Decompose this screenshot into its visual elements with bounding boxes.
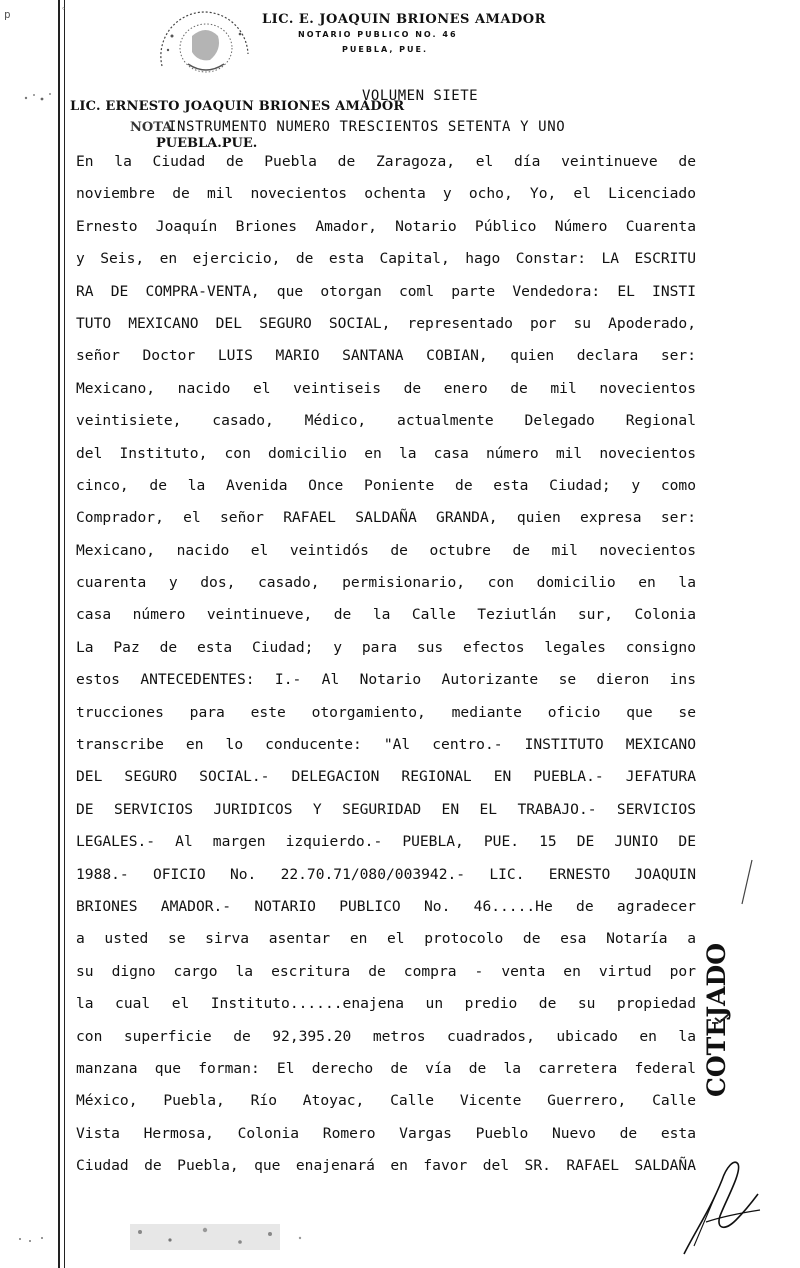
- body-line: cinco, de la Avenida Once Poniente de esta Ciudad; y como: [76, 476, 696, 494]
- corner-mark-right: ﾟ: [62, 6, 68, 19]
- corner-mark-left: p: [4, 8, 11, 21]
- scan-dots-icon: [14, 1232, 54, 1246]
- body-line: Comprador, el señor RAFAEL SALDAÑA GRANDA, quien expresa ser:: [76, 509, 696, 527]
- body-line: a usted se sirva asentar en el protocolo de esa Notaría a: [76, 930, 696, 948]
- body-line: 1988.- OFICIO No. 22.70.71/080/003942.- LIC. ERNESTO JOAQUIN: [76, 865, 696, 883]
- body-line: señor Doctor LUIS MARIO SANTANA COBIAN, quien declara ser:: [76, 347, 696, 365]
- margin-rule-inner: [64, 0, 65, 1268]
- body-line: RA DE COMPRA-VENTA, que otorgan coml parte Vendedora: EL INSTI: [76, 282, 696, 300]
- letterhead-notary-name: LIC. E. JOAQUIN BRIONES AMADOR: [262, 12, 546, 27]
- volume-heading: VOLUMEN SIETE: [362, 88, 479, 104]
- signature-icon: [676, 1150, 766, 1260]
- body-line: y Seis, en ejercicio, de esta Capital, hago Constar: LA ESCRITU: [76, 250, 696, 268]
- body-line: Vista Hermosa, Colonia Romero Vargas Pueblo Nuevo de esta: [76, 1124, 696, 1142]
- instrument-number-heading: INSTRUMENTO NUMERO TRESCIENTOS SETENTA Y UNO: [168, 119, 566, 135]
- body-line: transcribe en lo conducente: "Al centro.- INSTITUTO MEXICANO: [76, 736, 696, 754]
- letterhead-city: PUEBLA, PUE.: [342, 45, 429, 54]
- scan-smudge-bottom-icon: [110, 1218, 320, 1258]
- body-line: noviembre de mil novecientos ochenta y ocho, Yo, el Licenciado: [76, 185, 696, 203]
- body-line: DEL SEGURO SOCIAL.- DELEGACION REGIONAL EN PUEBLA.- JEFATURA: [76, 768, 696, 786]
- margin-rule-outer: [58, 0, 60, 1268]
- body-line: La Paz de esta Ciudad; y para sus efectos legales consigno: [76, 638, 696, 656]
- body-line: cuarenta y dos, casado, permisionario, con domicilio en la: [76, 574, 696, 592]
- body-line: TUTO MEXICANO DEL SEGURO SOCIAL, representado por su Apoderado,: [76, 314, 696, 332]
- body-line: con superficie de 92,395.20 metros cuadrados, ubicado en la: [76, 1027, 696, 1045]
- body-line: su digno cargo la escritura de compra - venta en virtud por: [76, 962, 696, 980]
- notary-stamp-name: LIC. ERNESTO JOAQUIN BRIONES AMADOR: [70, 99, 405, 114]
- letterhead-notary-number: NOTARIO PUBLICO NO. 46: [298, 30, 458, 39]
- body-line: Ciudad de Puebla, que enajenará en favor del SR. RAFAEL SALDAÑA: [76, 1157, 696, 1175]
- body-line: DE SERVICIOS JURIDICOS Y SEGURIDAD EN EL TRABAJO.- SERVICIOS: [76, 800, 696, 818]
- body-line: trucciones para este otorgamiento, mediante oficio que se: [76, 703, 696, 721]
- body-line: LEGALES.- Al margen izquierdo.- PUEBLA, PUE. 15 DE JUNIO DE: [76, 833, 696, 851]
- notary-stamp-city: PUEBLA.PUE.: [156, 136, 258, 151]
- body-line: Ernesto Joaquín Briones Amador, Notario Público Número Cuarenta: [76, 217, 696, 235]
- body-line: México, Puebla, Río Atoyac, Calle Vicente Guerrero, Calle: [76, 1092, 696, 1110]
- body-line: manzana que forman: El derecho de vía de la carretera federal: [76, 1059, 696, 1077]
- coat-of-arms-seal-icon: [152, 6, 256, 90]
- body-line: la cual el Instituto......enajena un predio de su propiedad: [76, 995, 696, 1013]
- scan-smudge-icon: [20, 86, 60, 108]
- body-line: estos ANTECEDENTES: I.- Al Notario Autorizante se dieron ins: [76, 671, 696, 689]
- body-line: del Instituto, con domicilio en la casa número mil novecientos: [76, 444, 696, 462]
- body-line: veintisiete, casado, Médico, actualmente Delegado Regional: [76, 412, 696, 430]
- body-line: BRIONES AMADOR.- NOTARIO PUBLICO No. 46.....He de agradecer: [76, 897, 696, 915]
- body-line: Mexicano, nacido el veintiseis de enero de mil novecientos: [76, 379, 696, 397]
- margin-pen-stroke-icon: [736, 858, 756, 906]
- deed-body-text: [76, 146, 696, 1183]
- notary-stamp-title: NOTA: [130, 120, 173, 135]
- body-line: En la Ciudad de Puebla de Zaragoza, el día veintinueve de: [76, 153, 696, 170]
- cotejado-stamp: COTEJADO: [702, 942, 731, 1097]
- body-line: Mexicano, nacido el veintidós de octubre de mil novecientos: [76, 541, 696, 559]
- body-line: casa número veintinueve, de la Calle Teziutlán sur, Colonia: [76, 606, 696, 624]
